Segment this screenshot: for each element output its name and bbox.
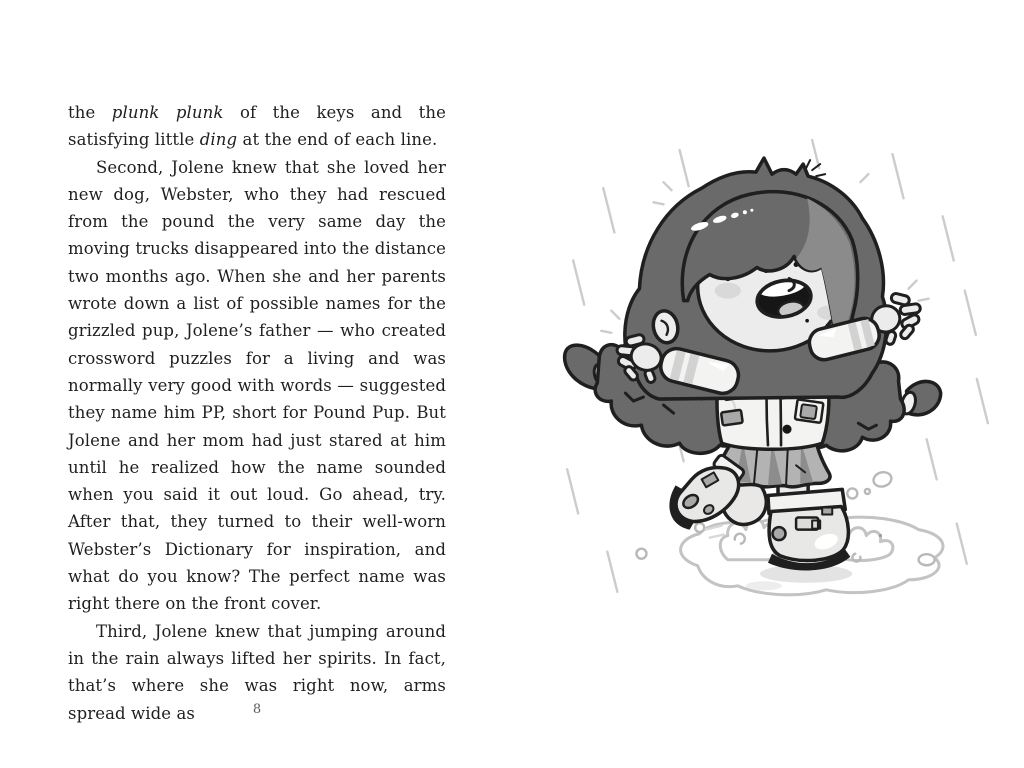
paragraph: Third, Jolene knew that jumping around in the rain always lifted her spirits. In fact, that’s where she was right now, arms spread wide as: [68, 621, 446, 723]
illustration-girl-splashing-in-rain: [558, 138, 992, 630]
text-column: [68, 99, 446, 727]
paragraph: Second, Jolene knew that she loved her new dog, Webster, who they had rescued from the pound the very same day the moving trucks disappeared into the distance two months ago. When she and her parents wrote down a list of possible names for the grizzled pup, Jolene’s father — who created crossword puzzles for a living and was normally very good with words — suggested they name him PP, short for Pound Pup. But Jolene and her mom had just stared at him until he realized how the name sounded when you said it out loud. Go ahead, try. After that, they turned to their well-worn Webster’s Dictionary for inspiration, and what do you know? The perfect name was right there on the front cover.: [68, 157, 446, 614]
beauty-mark: [805, 319, 809, 323]
standing-boot: [768, 489, 850, 570]
page-number: 8: [252, 702, 262, 717]
blush-left: [715, 283, 741, 299]
paragraph: the plunk plunk of the keys and the satisfying little ding at the end of each line.: [68, 103, 447, 150]
